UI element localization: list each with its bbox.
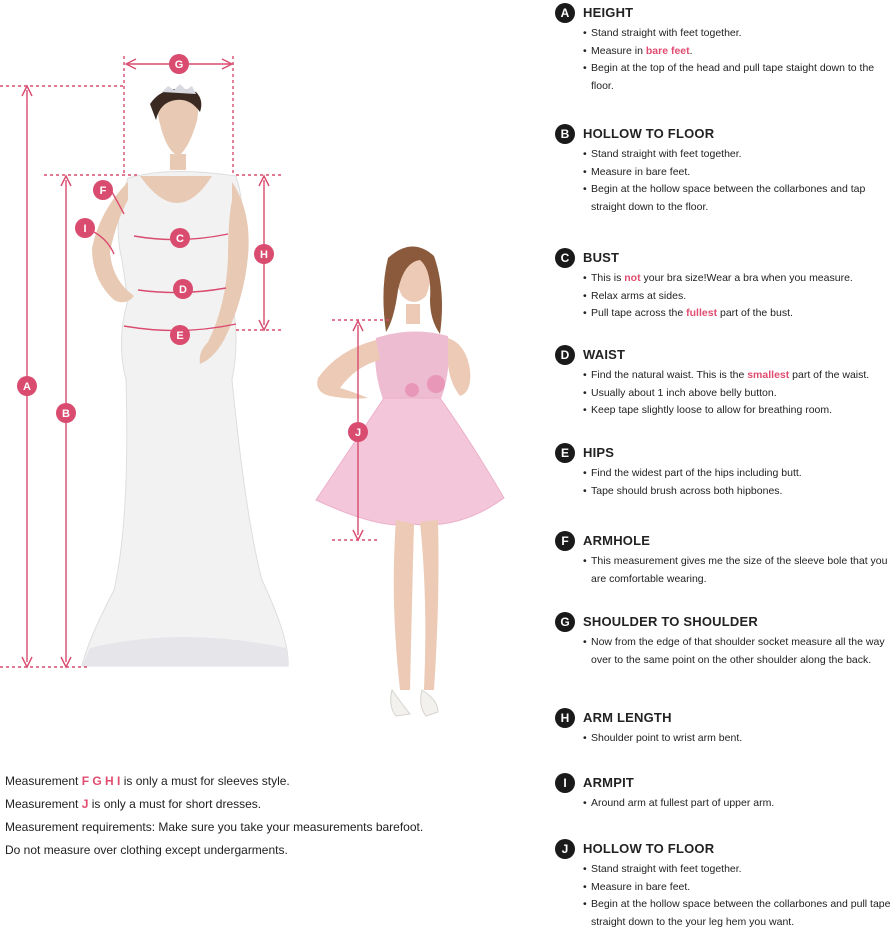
marker-B-label: B [62, 408, 70, 420]
note-line [5, 770, 545, 793]
bullet-item [583, 146, 893, 164]
marker-F-label: F [99, 185, 107, 197]
note-line [5, 793, 545, 816]
section-title: HIPS [583, 445, 615, 460]
bullet-item [583, 465, 893, 483]
bullet-item [583, 305, 893, 323]
marker-B [56, 403, 76, 423]
note-line [5, 816, 545, 839]
text-segment: is only a must for sleeves style. [120, 774, 290, 788]
bullet-item [583, 164, 893, 182]
bullet-list [583, 465, 893, 500]
text-segment: Measure in [591, 44, 646, 57]
text-segment: your bra size!Wear a bra when you measure. [640, 272, 853, 284]
measurement-figures [0, 0, 550, 740]
marker-A [17, 376, 37, 396]
bullet-list [583, 367, 893, 420]
badge-icon: F [555, 531, 575, 551]
text-segment: Measurement [5, 797, 82, 811]
marker-C-label: C [176, 233, 184, 245]
text-segment: Relax arms at sides. [591, 289, 687, 302]
text-segment: This is [591, 272, 625, 284]
text-segment: Pull tape across the [591, 307, 687, 319]
highlight-text: smallest [747, 369, 790, 381]
badge-icon: G [555, 612, 575, 632]
text-segment: Do not measure over clothing except undergarments. [5, 843, 288, 857]
highlight-text: bare feet [645, 44, 690, 57]
section-title: HOLLOW TO FLOOR [583, 841, 715, 856]
bullet-list [583, 795, 893, 813]
bullet-item [583, 553, 893, 588]
marker-J-label: J [354, 427, 362, 439]
text-segment: Begin at the hollow space between the collarbones and tap straight down to the floor. [591, 183, 866, 213]
text-segment: Keep tape slightly loose to allow for breathing room. [591, 404, 833, 416]
marker-I [75, 218, 95, 238]
marker-D-label: D [179, 284, 187, 296]
text-segment: Measurement [5, 774, 82, 788]
figures-illustration [0, 0, 550, 740]
bullet-item [583, 270, 893, 288]
bullet-item [583, 385, 893, 403]
marker-C [170, 228, 190, 248]
badge-icon: A [555, 3, 575, 23]
section-title: ARM LENGTH [583, 710, 672, 725]
text-segment: Measure in bare feet. [591, 880, 691, 893]
measurement-notes [5, 770, 545, 862]
section-title: BUST [583, 250, 620, 265]
section-title: ARMPIT [583, 775, 635, 790]
marker-E-label: E [176, 330, 184, 342]
text-segment: Stand straight with feet together. [591, 863, 742, 875]
text-segment: Begin at the top of the head and pull tape staight down to the floor. [591, 62, 875, 92]
bullet-item [583, 730, 893, 748]
badge-icon: I [555, 773, 575, 793]
bullet-item [583, 288, 893, 306]
text-segment: Measurement requirements: Make sure you take your measurements barefoot. [5, 820, 424, 834]
bullet-list [583, 25, 893, 95]
marker-I-label: I [83, 223, 87, 235]
badge-icon: J [555, 839, 575, 859]
text-segment: Tape should brush across both hipbones. [591, 484, 783, 497]
section-title: WAIST [583, 347, 626, 362]
highlight-text: not [624, 272, 641, 284]
badge-icon: D [555, 345, 575, 365]
bullet-item [583, 896, 893, 931]
bullet-list [583, 270, 893, 323]
text-segment: Stand straight with feet together. [591, 148, 742, 160]
bride-figure [82, 84, 288, 666]
text-segment: . [689, 44, 693, 57]
bullet-item [583, 43, 893, 61]
text-segment: Find the natural waist. This is the [591, 369, 748, 381]
section-title: HEIGHT [583, 5, 634, 20]
bullet-list [583, 146, 893, 216]
badge-icon: B [555, 124, 575, 144]
text-segment: part of the bust. [717, 307, 793, 319]
bullet-item [583, 879, 893, 897]
bullet-list [583, 861, 893, 931]
section-title: ARMHOLE [583, 533, 651, 548]
note-line [5, 839, 545, 862]
text-segment: Shoulder point to wrist arm bent. [591, 732, 743, 744]
text-segment: Around arm at fullest part of upper arm. [591, 797, 775, 809]
section-title: HOLLOW TO FLOOR [583, 126, 715, 141]
text-segment: part of the waist. [789, 369, 870, 381]
marker-F [93, 180, 113, 200]
bullet-item [583, 861, 893, 879]
bullet-item [583, 60, 893, 95]
badge-icon: E [555, 443, 575, 463]
bullet-list [583, 553, 893, 588]
section-title: SHOULDER TO SHOULDER [583, 614, 758, 629]
text-segment: Now from the edge of that shoulder socket measure all the way over to the same point on the other shoulder along the back. [591, 636, 885, 666]
marker-J [348, 422, 368, 442]
marker-A-label: A [23, 381, 31, 393]
bullet-item [583, 367, 893, 385]
bullet-item [583, 795, 893, 813]
highlight-text: F G H I [81, 774, 121, 788]
text-segment: Begin at the hollow space between the collarbones and pull tape straight down to the your leg hem you want. [591, 898, 891, 928]
marker-H [254, 244, 274, 264]
bullet-item [583, 483, 893, 501]
text-segment: This measurement gives me the size of the sleeve bole that you are comfortable wearing. [591, 555, 888, 585]
bullet-list [583, 634, 893, 669]
marker-G-label: G [174, 59, 184, 71]
bullet-item [583, 181, 893, 216]
marker-E [170, 325, 190, 345]
bullet-item [583, 402, 893, 420]
marker-G [169, 54, 189, 74]
bullet-item [583, 25, 893, 43]
text-segment: Stand straight with feet together. [591, 27, 742, 39]
badge-icon: H [555, 708, 575, 728]
highlight-text: fullest [686, 307, 718, 319]
text-segment: Usually about 1 inch above belly button. [591, 386, 777, 399]
badge-icon: C [555, 248, 575, 268]
bullet-item [583, 634, 893, 669]
highlight-text: J [81, 797, 89, 811]
bullet-list [583, 730, 893, 748]
marker-H-label: H [260, 249, 268, 261]
text-segment: Measure in bare feet. [591, 165, 691, 178]
text-segment: Find the widest part of the hips including butt. [591, 467, 802, 479]
marker-D [173, 279, 193, 299]
text-segment: is only a must for short dresses. [88, 797, 262, 811]
short-dress-figure [316, 246, 504, 716]
